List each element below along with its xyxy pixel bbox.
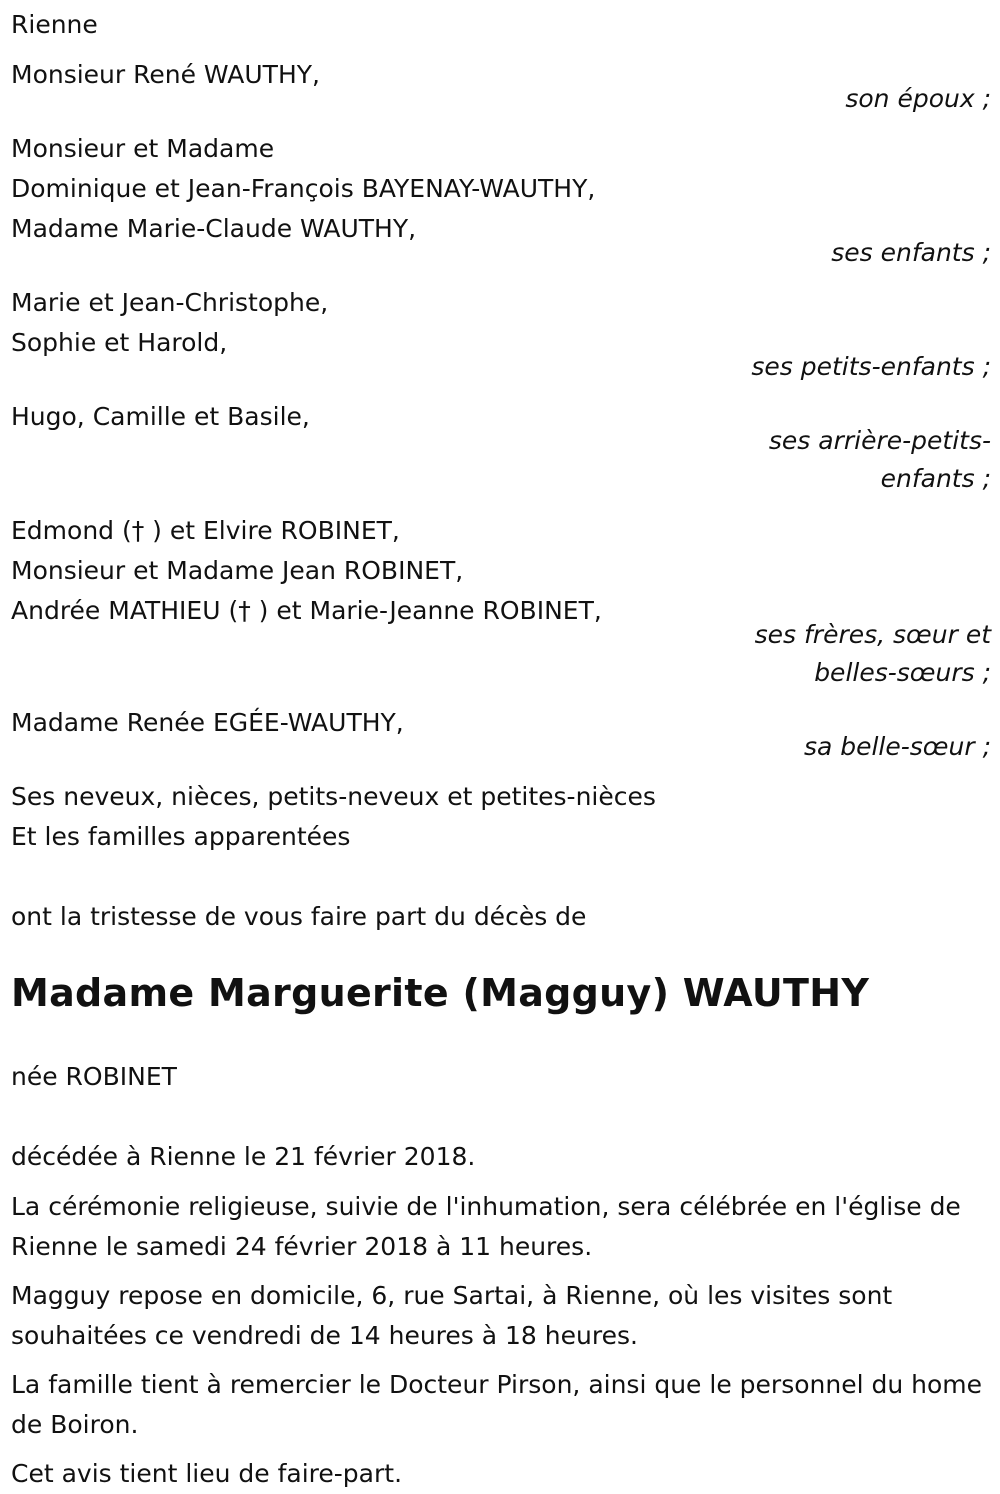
family-name-line: Andrée MATHIEU († ) et Marie-Jeanne ROBINET, xyxy=(11,596,602,625)
ceremony-info: La cérémonie religieuse, suivie de l'inhumation, sera célébrée en l'église de Rienne le samedi 24 février 2018 à 11 heures. xyxy=(11,1192,961,1261)
obituary-notice xyxy=(11,5,991,1494)
family-group-great-grandchildren xyxy=(11,397,991,499)
family-name-line: Monsieur et Madame Jean ROBINET, xyxy=(11,556,464,585)
relation-label: ses petits-enfants ; xyxy=(751,352,991,381)
relation-label: ses arrière-petits- xyxy=(768,426,991,455)
family-name-line: Sophie et Harold, xyxy=(11,328,228,357)
extended-family-line: Ses neveux, nièces, petits-neveux et petites-nièces xyxy=(11,782,656,811)
relation-label: ses frères, sœur et xyxy=(754,620,991,649)
family-group-children xyxy=(11,129,991,273)
closing-text: Cet avis tient lieu de faire-part. xyxy=(11,1459,403,1488)
relation-label: sa belle-sœur ; xyxy=(803,732,991,761)
extended-family-line: Et les familles apparentées xyxy=(11,822,351,851)
family-name-line: Madame Renée EGÉE-WAUTHY, xyxy=(11,708,404,737)
place-header: Rienne xyxy=(11,10,98,39)
family-name-line: Hugo, Camille et Basile, xyxy=(11,402,310,431)
family-group-grandchildren xyxy=(11,283,991,387)
family-name-line: Dominique et Jean-François BAYENAY-WAUTHY, xyxy=(11,174,596,203)
family-name-line: Monsieur et Madame xyxy=(11,134,275,163)
family-group-spouse xyxy=(11,55,991,119)
deceased-name: Madame Marguerite (Magguy) WAUTHY xyxy=(11,971,870,1015)
death-info: décédée à Rienne le 21 février 2018. xyxy=(11,1142,476,1171)
family-name-line: Madame Marie-Claude WAUTHY, xyxy=(11,214,417,243)
relation-label: enfants ; xyxy=(880,464,991,493)
family-name-line: Marie et Jean-Christophe, xyxy=(11,288,329,317)
relation-label: belles-sœurs ; xyxy=(814,658,991,687)
thanks-text: La famille tient à remercier le Docteur Pirson, ainsi que le personnel du home de Boiron. xyxy=(11,1370,983,1439)
family-name-line: Edmond († ) et Elvire ROBINET, xyxy=(11,516,400,545)
family-name-line: Monsieur René WAUTHY, xyxy=(11,60,320,89)
family-group-siblings xyxy=(11,511,991,693)
relation-label: son époux ; xyxy=(845,84,991,113)
extended-family xyxy=(11,777,991,857)
maiden-name: née ROBINET xyxy=(11,1062,177,1091)
family-group-sister-in-law xyxy=(11,703,991,767)
visitation-info: Magguy repose en domicile, 6, rue Sartai, à Rienne, où les visites sont souhaitées ce vendredi de 14 heures à 18 heures. xyxy=(11,1281,893,1350)
relation-label: ses enfants ; xyxy=(831,238,991,267)
announcement-text: ont la tristesse de vous faire part du décès de xyxy=(11,902,587,931)
